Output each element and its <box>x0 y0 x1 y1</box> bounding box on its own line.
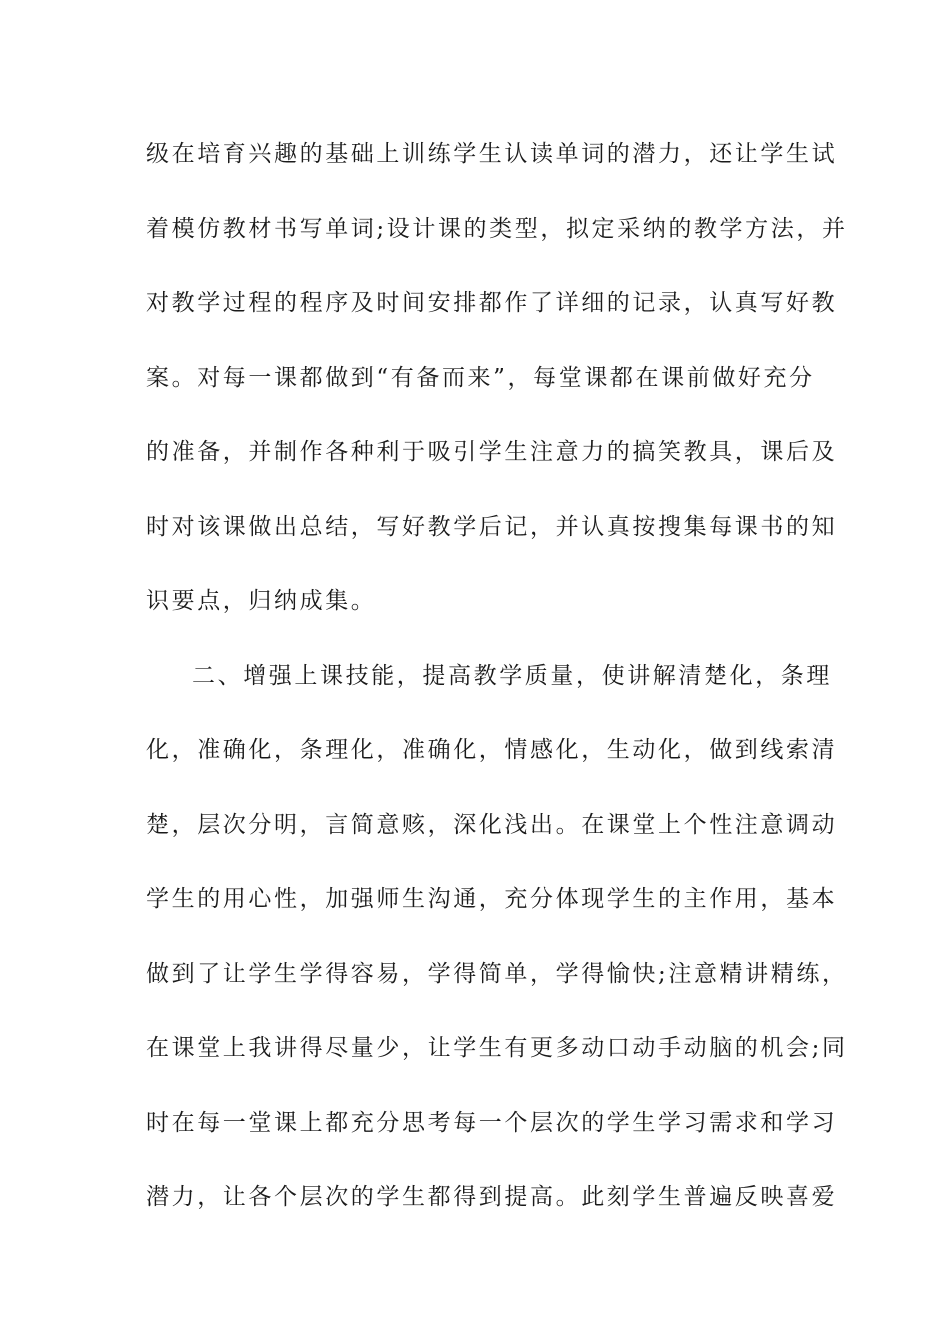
text-line: 化，准确化，条理化，准确化，情感化，生动化，做到线索清 <box>146 737 838 763</box>
text-line: 识要点，归纳成集。 <box>146 588 377 614</box>
text-line: 楚，层次分明，言简意赅，深化浅出。在课堂上个性注意调动 <box>146 811 838 838</box>
text-line: 在课堂上我讲得尽量少，让学生有更多动口动手动脑的机会;同 <box>146 1035 848 1061</box>
text-line: 学生的用心性，加强师生沟通，充分体现学生的主作用，基本 <box>146 886 838 912</box>
text-line: 时对该课做出总结，写好教学后记，并认真按搜集每课书的知 <box>146 513 838 540</box>
text-line: 对教学过程的程序及时间安排都作了详细的记录，认真写好教 <box>146 290 838 316</box>
text-line: 着模仿教材书写单词;设计课的类型，拟定采纳的教学方法，并 <box>146 215 848 242</box>
text-line: 时在每一堂课上都充分思考每一个层次的学生学习需求和学习 <box>146 1109 838 1136</box>
text-line: 的准备，并制作各种利于吸引学生注意力的搞笑教具，课后及 <box>146 439 838 465</box>
text-line: 做到了让学生学得容易，学得简单，学得愉快;注意精讲精练， <box>146 960 848 987</box>
paragraph-start-line: 二、增强上课技能，提高教学质量，使讲解清楚化，条理 <box>192 662 832 689</box>
body-text <box>146 126 848 1244</box>
text-line: 级在培育兴趣的基础上训练学生认读单词的潜力，还让学生试 <box>146 141 838 167</box>
text-line: 案。对每一课都做到“有备而来”，每堂课都在课前做好充分 <box>146 364 815 391</box>
text-line: 潜力，让各个层次的学生都得到提高。此刻学生普遍反映喜爱 <box>146 1184 838 1210</box>
